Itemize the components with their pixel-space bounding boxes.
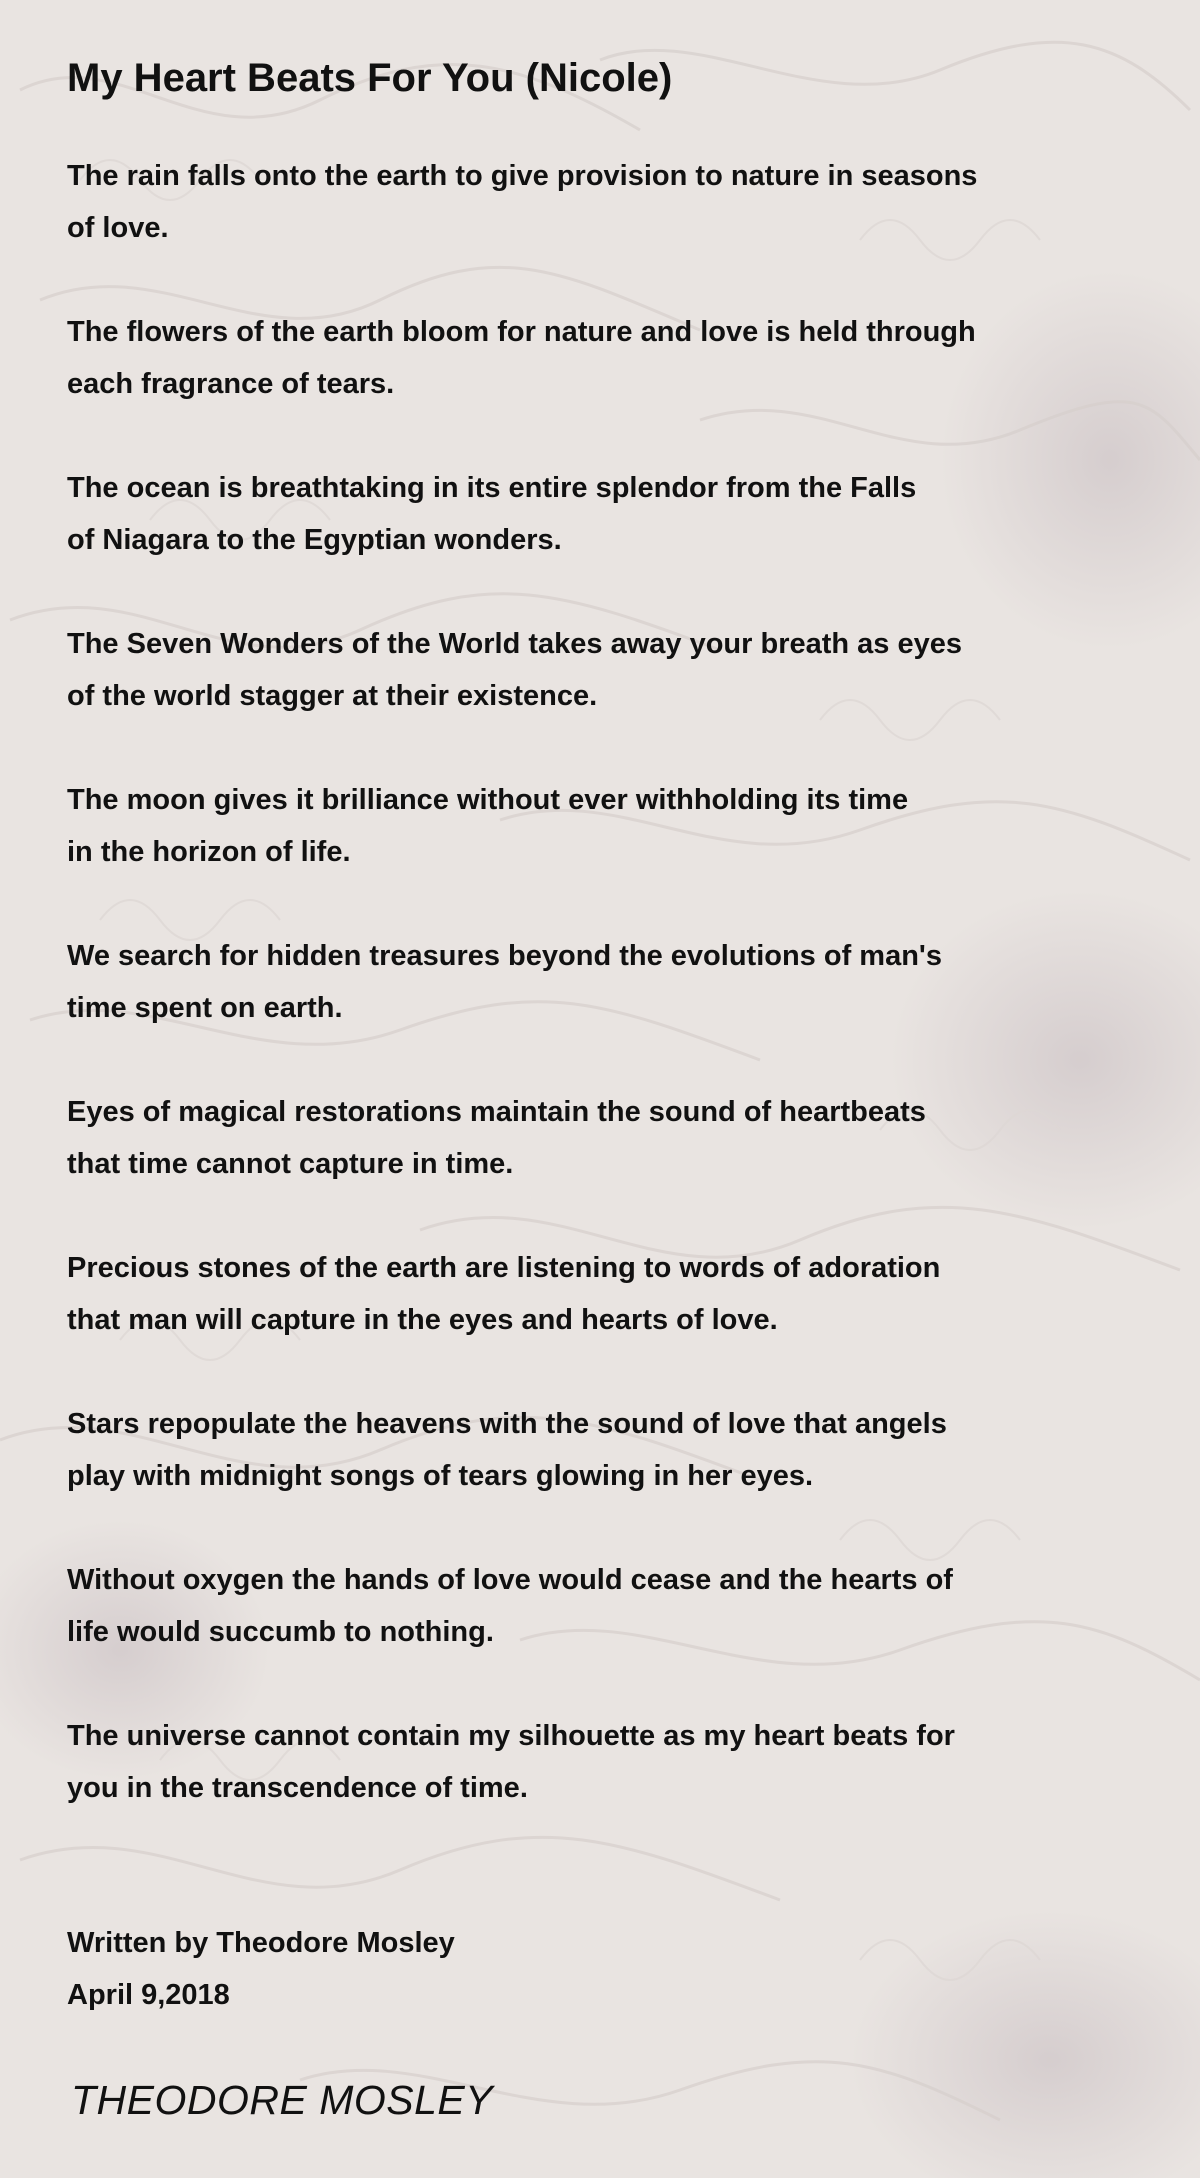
poem-body <box>67 150 1127 1866</box>
poem-line: We search for hidden treasures beyond the evolutions of man's <box>67 940 942 972</box>
written-by: Written by Theodore Mosley <box>67 1927 455 1959</box>
poem-line: in the horizon of life. <box>67 836 351 868</box>
poem-line: of the world stagger at their existence. <box>67 680 598 712</box>
poem-line: The flowers of the earth bloom for nature and love is held through <box>67 316 976 348</box>
poem-line: life would succumb to nothing. <box>67 1616 494 1648</box>
stanza <box>67 1242 1127 1346</box>
stanza <box>67 618 1127 722</box>
poem-line: of love. <box>67 212 169 244</box>
date: April 9,2018 <box>67 1979 230 2011</box>
poem-line: Without oxygen the hands of love would cease and the hearts of <box>67 1564 953 1596</box>
poem-line: that man will capture in the eyes and hearts of love. <box>67 1304 778 1336</box>
poem-line: time spent on earth. <box>67 992 343 1024</box>
byline <box>67 1917 455 2021</box>
poem-line: that time cannot capture in time. <box>67 1148 514 1180</box>
poem-line: The ocean is breathtaking in its entire splendor from the Falls <box>67 472 917 504</box>
poem-line: Stars repopulate the heavens with the sound of love that angels <box>67 1408 947 1440</box>
poem-line: Precious stones of the earth are listening to words of adoration <box>67 1252 941 1284</box>
stanza <box>67 1554 1127 1658</box>
poem-line: The rain falls onto the earth to give provision to nature in seasons <box>67 160 978 192</box>
author-name: THEODORE MOSLEY <box>71 2077 494 2123</box>
poem-line: of Niagara to the Egyptian wonders. <box>67 524 562 556</box>
stanza <box>67 150 1127 254</box>
poem-line: each fragrance of tears. <box>67 368 395 400</box>
stanza <box>67 1398 1127 1502</box>
poem-line: The moon gives it brilliance without ever withholding its time <box>67 784 909 816</box>
stanza <box>67 462 1127 566</box>
stanza <box>67 1710 1127 1814</box>
stanza <box>67 306 1127 410</box>
stanza <box>67 774 1127 878</box>
poem-title: My Heart Beats For You (Nicole) <box>67 56 673 100</box>
stanza <box>67 930 1127 1034</box>
poem-line: The universe cannot contain my silhouette as my heart beats for <box>67 1720 955 1752</box>
poem-line: you in the transcendence of time. <box>67 1772 528 1804</box>
poem-line: play with midnight songs of tears glowing in her eyes. <box>67 1460 814 1492</box>
poem-line: The Seven Wonders of the World takes away your breath as eyes <box>67 628 963 660</box>
poem-line: Eyes of magical restorations maintain the sound of heartbeats <box>67 1096 926 1128</box>
stanza <box>67 1086 1127 1190</box>
